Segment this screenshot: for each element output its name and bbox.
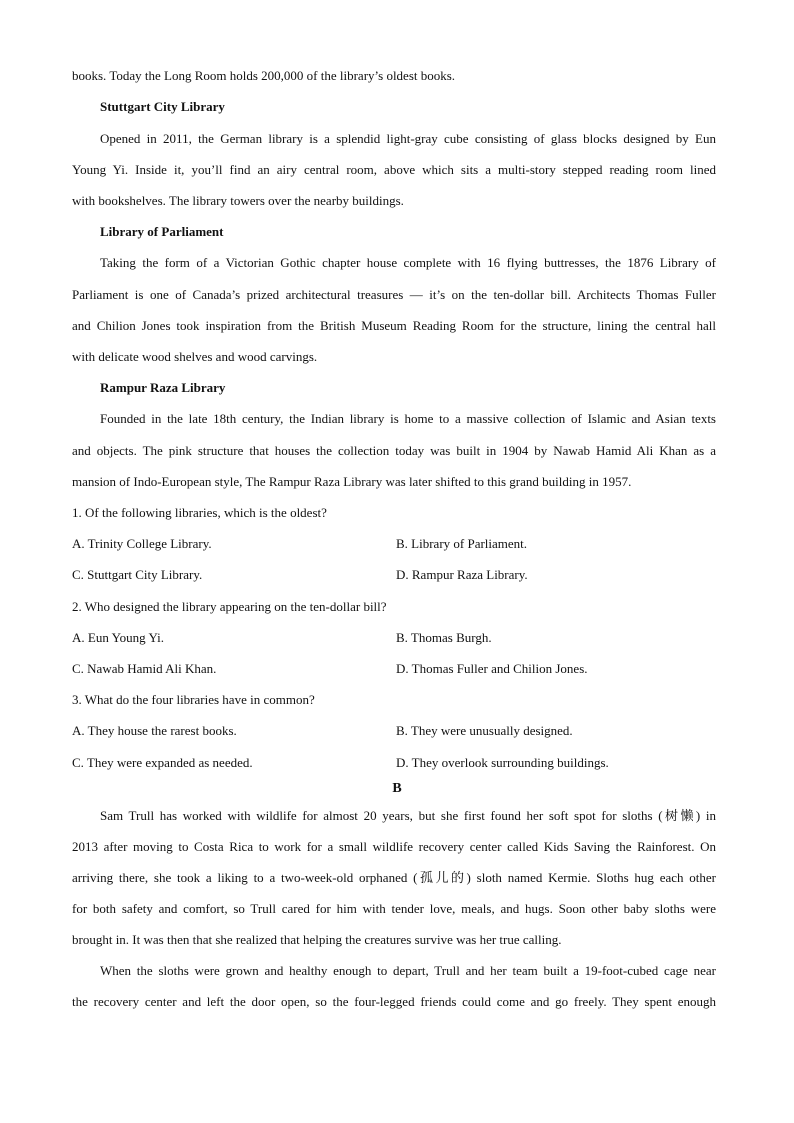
parliament-line-3: and Chilion Jones took inspiration from the British Museum Reading Room for the structure, lining the central hall [72, 318, 716, 333]
question-1-option-c: C. Stuttgart City Library. [72, 567, 203, 582]
question-3-option-b: B. They were unusually designed. [396, 723, 573, 738]
rampur-line-1: Founded in the late 18th century, the Indian library is home to a massive collection of Islamic and Asian texts [100, 411, 716, 426]
rampur-heading: Rampur Raza Library [100, 380, 226, 395]
sloth-p1-line-3: arriving there, she took a liking to a two-week-old orphaned (孤儿的) sloth named Kermie. Sloths hug each other [72, 870, 716, 885]
question-2-option-b: B. Thomas Burgh. [396, 630, 492, 645]
stuttgart-line-1: Opened in 2011, the German library is a splendid light-gray cube consisting of glass blocks designed by Eun [100, 131, 716, 146]
sloth-p1-line-4: for both safety and comfort, so Trull cared for him with tender love, meals, and hugs. Soon other baby sloths were [72, 901, 716, 916]
parliament-line-1: Taking the form of a Victorian Gothic chapter house complete with 16 flying buttresses, the 1876 Library of [100, 255, 716, 270]
question-3-option-a: A. They house the rarest books. [72, 723, 237, 738]
section-b-label: B [392, 781, 402, 796]
sloth-p1-line-5: brought in. It was then that she realized that helping the creatures survive was her true calling. [72, 932, 562, 947]
question-3-option-d: D. They overlook surrounding buildings. [396, 755, 609, 770]
sloth-p1-line-2: 2013 after moving to Costa Rica to work for a small wildlife recovery center called Kids Saving the Rainforest. On [72, 839, 716, 854]
question-1-option-b: B. Library of Parliament. [396, 536, 528, 551]
stuttgart-heading: Stuttgart City Library [100, 99, 225, 114]
rampur-line-3: mansion of Indo-European style, The Rampur Raza Library was later shifted to this grand building in 1957. [72, 474, 632, 489]
question-3-option-c: C. They were expanded as needed. [72, 755, 253, 770]
question-1-option-a: A. Trinity College Library. [72, 536, 212, 551]
parliament-line-2: Parliament is one of Canada’s prized architectural treasures — it’s on the ten-dollar bill. Architects Thomas Fuller [72, 287, 716, 302]
question-2-option-a: A. Eun Young Yi. [72, 630, 164, 645]
stuttgart-line-2: Young Yi. Inside it, you’ll find an airy central room, above which sits a multi-story stepped reading room lined [72, 162, 716, 177]
question-1-stem: 1. Of the following libraries, which is the oldest? [72, 505, 327, 520]
stuttgart-line-3: with bookshelves. The library towers over the nearby buildings. [72, 193, 404, 208]
question-3-stem: 3. What do the four libraries have in common? [72, 692, 315, 707]
parliament-heading: Library of Parliament [100, 224, 224, 239]
question-2-option-d: D. Thomas Fuller and Chilion Jones. [396, 661, 588, 676]
question-2-stem: 2. Who designed the library appearing on the ten-dollar bill? [72, 599, 387, 614]
rampur-line-2: and objects. The pink structure that houses the collection today was built in 1904 by Nawab Hamid Ali Khan as a [72, 443, 716, 458]
sloth-p1-line-1: Sam Trull has worked with wildlife for almost 20 years, but she first found her soft spot for sloths (树懒) in [100, 808, 716, 823]
trinity-paragraph-end: books. Today the Long Room holds 200,000 of the library’s oldest books. [72, 68, 456, 83]
parliament-line-4: with delicate wood shelves and wood carvings. [72, 349, 318, 364]
sloth-p2-line-2: the recovery center and left the door open, so the four-legged friends could come and go freely. They spent enough [72, 994, 716, 1009]
question-2-option-c: C. Nawab Hamid Ali Khan. [72, 661, 217, 676]
sloth-p2-line-1: When the sloths were grown and healthy enough to depart, Trull and her team built a 19-foot-cubed cage near [100, 963, 716, 978]
question-1-option-d: D. Rampur Raza Library. [396, 567, 528, 582]
